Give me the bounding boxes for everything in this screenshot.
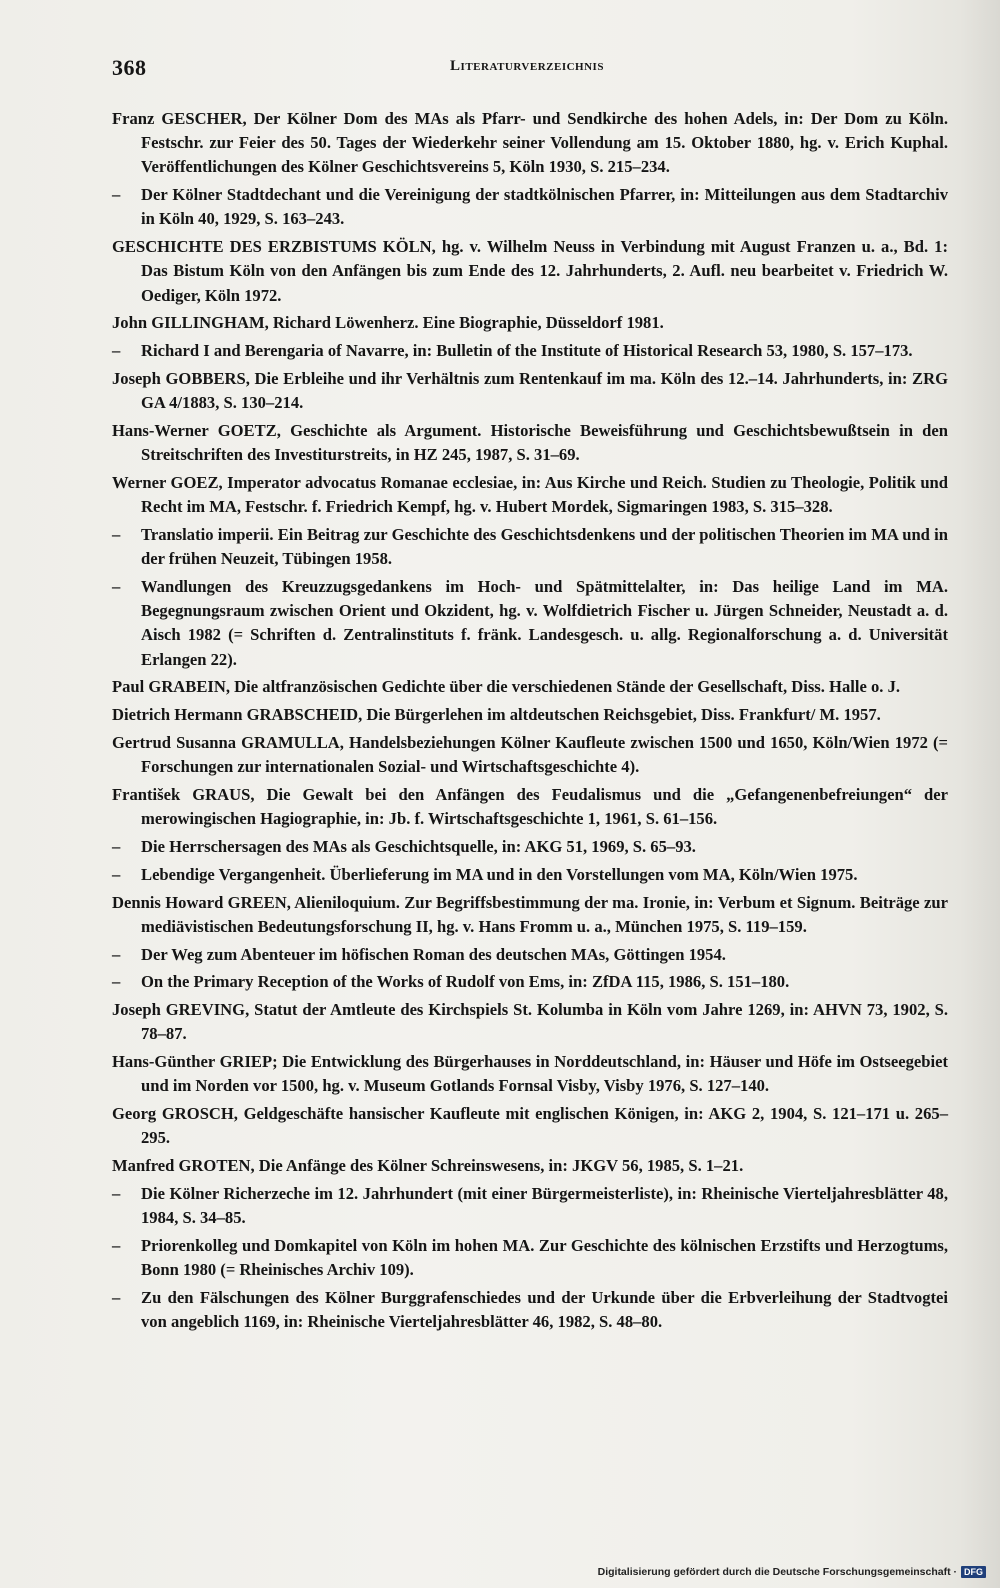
entry-dash: – xyxy=(112,1235,121,1255)
bibliography-entry xyxy=(112,367,948,415)
entry-text: Dennis Howard GREEN, Alieniloquium. Zur Begriffsbestimmung der ma. Ironie, in: Verbum et Signum. Beiträge zur mediävistischen Bedeutungsforschung II, hg. v. Hans Fromm u. a., München 1975, S. 119–159. xyxy=(112,892,948,936)
bibliography-subentry xyxy=(112,575,948,672)
bibliography-subentry xyxy=(112,339,948,363)
bibliography-subentry xyxy=(112,970,948,994)
entry-text: Der Kölner Stadtdechant und die Vereinigung der stadtkölnischen Pfarrer, in: Mitteilungen aus dem Stadtarchiv in Köln 40, 1929, S. 163–243. xyxy=(141,185,948,229)
page-header xyxy=(112,55,942,85)
entry-text: GESCHICHTE DES ERZBISTUMS KÖLN, hg. v. Wilhelm Neuss in Verbindung mit August Franzen u. a., Bd. 1: Das Bistum Köln von den Anfängen bis zum Ende des 12. Jahrhunderts, 2. Aufl. neu bearbeitet v. Friedrich W. Oediger, Köln 1972. xyxy=(112,237,948,305)
bibliography-entry xyxy=(112,891,948,939)
bibliography-subentry xyxy=(112,1182,948,1230)
entry-dash: – xyxy=(112,341,121,361)
entry-text: Hans-Günther GRIEP; Die Entwicklung des Bürgerhauses in Norddeutschland, in: Häuser und Höfe im Ostseegebiet und im Norden vor 1500, hg. v. Museum Gotlands Fornsal Visby, Visby 1976, S. 127–140. xyxy=(112,1052,948,1096)
entry-text: Die Herrschersagen des MAs als Geschichtsquelle, in: AKG 51, 1969, S. 65–93. xyxy=(141,837,696,856)
bibliography-subentry xyxy=(112,943,948,967)
entry-text: Lebendige Vergangenheit. Überlieferung im MA und in den Vorstellungen vom MA, Köln/Wien 1975. xyxy=(141,864,858,884)
running-head: Literaturverzeichnis xyxy=(450,58,604,74)
entry-dash: – xyxy=(112,837,121,856)
entry-text: Dietrich Hermann GRABSCHEID, Die Bürgerlehen im altdeutschen Reichsgebiet, Diss. Frankfurt/ M. 1957. xyxy=(112,705,881,725)
page-number: 368 xyxy=(112,55,147,80)
bibliography-entry xyxy=(112,1102,948,1150)
bibliography-entry xyxy=(112,783,948,831)
entry-dash: – xyxy=(112,972,121,992)
bibliography-subentry xyxy=(112,523,948,571)
entry-text: Der Weg zum Abenteuer im höfischen Roman des deutschen MAs, Göttingen 1954. xyxy=(141,944,726,964)
bibliography-entry xyxy=(112,235,948,308)
entry-dash: – xyxy=(112,577,121,596)
entry-text: Richard I and Berengaria of Navarre, in: Bulletin of the Institute of Historical Research 53, 1980, S. 157–173. xyxy=(141,341,913,361)
bibliography-list xyxy=(112,107,948,1338)
bibliography-entry xyxy=(112,1154,948,1178)
bibliography-entry xyxy=(112,107,948,180)
entry-dash: – xyxy=(112,864,121,884)
bibliography-subentry xyxy=(112,863,948,887)
entry-dash: – xyxy=(112,944,121,964)
bibliography-entry xyxy=(112,703,948,727)
bibliography-subentry xyxy=(112,1234,948,1282)
entry-text: Die Kölner Richerzeche im 12. Jahrhundert (mit einer Bürgermeisterliste), in: Rheinische Vierteljahresblätter 48, 1984, S. 34–85. xyxy=(141,1183,948,1228)
digitization-credit xyxy=(598,1566,986,1578)
bibliography-entry xyxy=(112,731,948,779)
entry-text: Joseph GOBBERS, Die Erbleihe und ihr Verhältnis zum Rentenkauf im ma. Köln des 12.–14. Jahrhunderts, in: ZRG GA 4/1883, S. 130–214. xyxy=(112,369,948,413)
credit-text: Digitalisierung gefördert durch die Deutsche Forschungsgemeinschaft · xyxy=(597,1566,957,1578)
bibliography-entry xyxy=(112,419,948,467)
bibliography-subentry xyxy=(112,835,948,859)
entry-text: Gertrud Susanna GRAMULLA, Handelsbeziehungen Kölner Kaufleute zwischen 1500 und 1650, Köln/Wien 1972 (= Forschungen zur internationalen Sozial- und Wirtschaftsgeschichte 4). xyxy=(112,733,948,777)
bibliography-subentry xyxy=(112,183,948,231)
entry-text: Georg GROSCH, Geldgeschäfte hansischer Kaufleute mit englischen Königen, in: AKG 2, 1904, S. 121–171 u. 265–295. xyxy=(112,1104,948,1148)
entry-text: Franz GESCHER, Der Kölner Dom des MAs als Pfarr- und Sendkirche des hohen Adels, in: Der Dom zu Köln. Festschr. zur Feier des 50. Tages der Wiederkehr seiner Vollendung am 15. Oktober 1880, hg. v. Erich Kuphal. Veröffentlichungen des Kölner Geschichtsvereins 5, Köln 1930, S. 215–234. xyxy=(112,109,948,177)
entry-text: Hans-Werner GOETZ, Geschichte als Argument. Historische Beweisführung und Geschichtsbewußtsein in den Streitschriften des Investiturstreits, in HZ 245, 1987, S. 31–69. xyxy=(112,421,948,465)
entry-text: John GILLINGHAM, Richard Löwenherz. Eine Biographie, Düsseldorf 1981. xyxy=(112,313,664,333)
bibliography-entry xyxy=(112,471,948,519)
entry-text: Paul GRABEIN, Die altfranzösischen Gedichte über die verschiedenen Stände der Gesellschaft, Diss. Halle o. J. xyxy=(112,677,901,697)
entry-text: Zu den Fälschungen des Kölner Burggrafenschiedes und der Urkunde über die Erbverleihung der Stadtvogtei von angeblich 1169, in: Rheinische Vierteljahresblätter 46, 1982, S. 48–80. xyxy=(141,1287,948,1332)
entry-text: Manfred GROTEN, Die Anfänge des Kölner Schreinswesens, in: JKGV 56, 1985, S. 1–21. xyxy=(112,1156,744,1176)
entry-text: Joseph GREVING, Statut der Amtleute des Kirchspiels St. Kolumba in Köln vom Jahre 1269, in: AHVN 73, 1902, S. 78–87. xyxy=(112,1000,948,1044)
entry-text: Translatio imperii. Ein Beitrag zur Geschichte des Geschichtsdenkens und der politischen Theorien im MA und in der frühen Neuzeit, Tübingen 1958. xyxy=(141,525,948,569)
bibliography-entry xyxy=(112,998,948,1046)
entry-text: Werner GOEZ, Imperator advocatus Romanae ecclesiae, in: Aus Kirche und Reich. Studien zu Theologie, Politik und Recht im MA, Festschr. f. Friedrich Kempf, hg. v. Hubert Mordek, Sigmaringen 1983, S. 315–328. xyxy=(112,473,948,517)
bibliography-entry xyxy=(112,675,948,699)
entry-text: Priorenkolleg und Domkapitel von Köln im hohen MA. Zur Geschichte des kölnischen Erzstifts und Herzogtums, Bonn 1980 (= Rheinisches Archiv 109). xyxy=(141,1235,948,1280)
entry-dash: – xyxy=(112,1183,121,1203)
entry-text: On the Primary Reception of the Works of Rudolf von Ems, in: ZfDA 115, 1986, S. 151–180. xyxy=(141,972,790,992)
entry-text: Wandlungen des Kreuzzugsgedankens im Hoch- und Spätmittelalter, in: Das heilige Land im MA. Begegnungsraum zwischen Orient und Okzident, hg. v. Wolfdietrich Fischer u. Jürgen Schneider, Neustadt a. d. Aisch 1982 (= Schriften d. Zentralinstituts f. fränk. Landesgesch. u. allg. Regionalforschung a. d. Universität Erlangen 22). xyxy=(141,577,948,669)
bibliography-entry xyxy=(112,1050,948,1098)
dfg-logo: DFG xyxy=(961,1566,986,1578)
entry-text: František GRAUS, Die Gewalt bei den Anfängen des Feudalismus und die „Gefangenenbefreiungen“ der merowingischen Hagiographie, in: Jb. f. Wirtschaftsgeschichte 1, 1961, S. 61–156. xyxy=(112,785,948,829)
entry-dash: – xyxy=(112,525,121,544)
bibliography-entry xyxy=(112,311,948,335)
entry-dash: – xyxy=(112,1287,121,1307)
entry-dash: – xyxy=(112,185,121,205)
bibliography-subentry xyxy=(112,1286,948,1334)
